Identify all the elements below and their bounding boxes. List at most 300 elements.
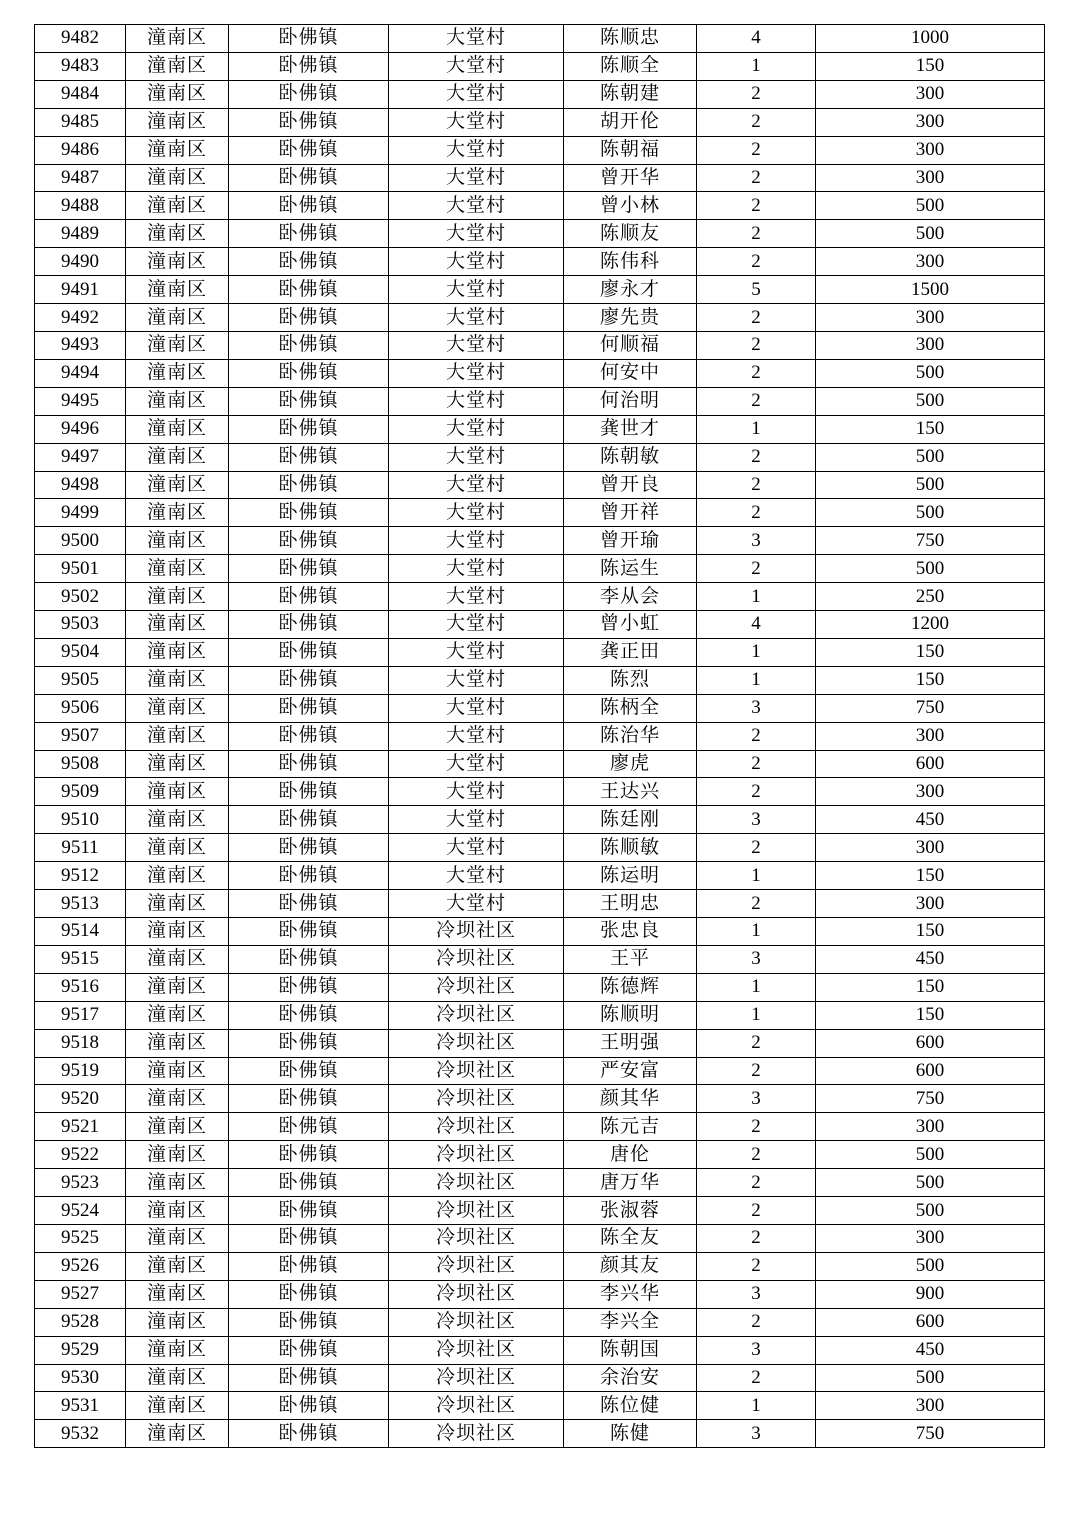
name-cell: 陈元吉 xyxy=(564,1113,697,1141)
row-number-cell: 9511 xyxy=(35,834,126,862)
town-cell: 卧佛镇 xyxy=(229,862,389,890)
district-cell: 潼南区 xyxy=(126,1029,229,1057)
district-cell: 潼南区 xyxy=(126,1364,229,1392)
amount-cell: 600 xyxy=(816,1308,1045,1336)
town-cell: 卧佛镇 xyxy=(229,1197,389,1225)
district-cell: 潼南区 xyxy=(126,136,229,164)
district-cell: 潼南区 xyxy=(126,25,229,53)
village-cell: 大堂村 xyxy=(389,164,564,192)
row-number-cell: 9483 xyxy=(35,52,126,80)
village-cell: 大堂村 xyxy=(389,52,564,80)
row-number-cell: 9490 xyxy=(35,248,126,276)
district-cell: 潼南区 xyxy=(126,1336,229,1364)
district-cell: 潼南区 xyxy=(126,694,229,722)
name-cell: 陈治华 xyxy=(564,722,697,750)
count-cell: 2 xyxy=(697,1364,816,1392)
row-number-cell: 9516 xyxy=(35,973,126,1001)
name-cell: 陈顺敏 xyxy=(564,834,697,862)
count-cell: 3 xyxy=(697,1336,816,1364)
table-row xyxy=(35,499,1045,527)
name-cell: 曾开瑜 xyxy=(564,527,697,555)
name-cell: 曾小林 xyxy=(564,192,697,220)
count-cell: 2 xyxy=(697,1308,816,1336)
row-number-cell: 9489 xyxy=(35,220,126,248)
row-number-cell: 9495 xyxy=(35,387,126,415)
amount-cell: 300 xyxy=(816,890,1045,918)
table-row xyxy=(35,722,1045,750)
town-cell: 卧佛镇 xyxy=(229,359,389,387)
amount-cell: 300 xyxy=(816,1224,1045,1252)
count-cell: 2 xyxy=(697,220,816,248)
town-cell: 卧佛镇 xyxy=(229,555,389,583)
count-cell: 3 xyxy=(697,527,816,555)
town-cell: 卧佛镇 xyxy=(229,471,389,499)
village-cell: 大堂村 xyxy=(389,722,564,750)
name-cell: 陈柄全 xyxy=(564,694,697,722)
count-cell: 2 xyxy=(697,387,816,415)
count-cell: 2 xyxy=(697,192,816,220)
town-cell: 卧佛镇 xyxy=(229,80,389,108)
town-cell: 卧佛镇 xyxy=(229,945,389,973)
table-row xyxy=(35,304,1045,332)
row-number-cell: 9505 xyxy=(35,666,126,694)
table-row xyxy=(35,1420,1045,1448)
count-cell: 2 xyxy=(697,1197,816,1225)
count-cell: 1 xyxy=(697,415,816,443)
count-cell: 1 xyxy=(697,1392,816,1420)
village-cell: 大堂村 xyxy=(389,778,564,806)
town-cell: 卧佛镇 xyxy=(229,611,389,639)
district-cell: 潼南区 xyxy=(126,52,229,80)
count-cell: 2 xyxy=(697,164,816,192)
amount-cell: 150 xyxy=(816,52,1045,80)
village-cell: 冷坝社区 xyxy=(389,1001,564,1029)
name-cell: 张忠良 xyxy=(564,918,697,946)
table-row xyxy=(35,806,1045,834)
town-cell: 卧佛镇 xyxy=(229,220,389,248)
village-cell: 冷坝社区 xyxy=(389,1113,564,1141)
table-row xyxy=(35,1252,1045,1280)
table-row xyxy=(35,1169,1045,1197)
amount-cell: 750 xyxy=(816,527,1045,555)
village-cell: 冷坝社区 xyxy=(389,1420,564,1448)
row-number-cell: 9523 xyxy=(35,1169,126,1197)
district-cell: 潼南区 xyxy=(126,443,229,471)
name-cell: 王达兴 xyxy=(564,778,697,806)
village-cell: 大堂村 xyxy=(389,806,564,834)
amount-cell: 1000 xyxy=(816,25,1045,53)
name-cell: 陈健 xyxy=(564,1420,697,1448)
district-cell: 潼南区 xyxy=(126,331,229,359)
row-number-cell: 9488 xyxy=(35,192,126,220)
table-row xyxy=(35,1001,1045,1029)
table-row xyxy=(35,1280,1045,1308)
name-cell: 陈伟科 xyxy=(564,248,697,276)
district-cell: 潼南区 xyxy=(126,359,229,387)
amount-cell: 500 xyxy=(816,499,1045,527)
row-number-cell: 9497 xyxy=(35,443,126,471)
village-cell: 冷坝社区 xyxy=(389,1364,564,1392)
name-cell: 陈运生 xyxy=(564,555,697,583)
name-cell: 曾开华 xyxy=(564,164,697,192)
name-cell: 王明忠 xyxy=(564,890,697,918)
count-cell: 3 xyxy=(697,694,816,722)
town-cell: 卧佛镇 xyxy=(229,25,389,53)
name-cell: 廖永才 xyxy=(564,276,697,304)
name-cell: 王明强 xyxy=(564,1029,697,1057)
village-cell: 大堂村 xyxy=(389,359,564,387)
count-cell: 2 xyxy=(697,834,816,862)
village-cell: 大堂村 xyxy=(389,25,564,53)
table-row xyxy=(35,694,1045,722)
table-row xyxy=(35,387,1045,415)
table-row xyxy=(35,108,1045,136)
village-cell: 大堂村 xyxy=(389,694,564,722)
village-cell: 大堂村 xyxy=(389,862,564,890)
village-cell: 冷坝社区 xyxy=(389,918,564,946)
row-number-cell: 9522 xyxy=(35,1141,126,1169)
village-cell: 大堂村 xyxy=(389,276,564,304)
row-number-cell: 9493 xyxy=(35,331,126,359)
row-number-cell: 9499 xyxy=(35,499,126,527)
amount-cell: 300 xyxy=(816,331,1045,359)
amount-cell: 300 xyxy=(816,80,1045,108)
name-cell: 曾开祥 xyxy=(564,499,697,527)
count-cell: 2 xyxy=(697,1057,816,1085)
district-cell: 潼南区 xyxy=(126,638,229,666)
town-cell: 卧佛镇 xyxy=(229,331,389,359)
town-cell: 卧佛镇 xyxy=(229,1169,389,1197)
district-cell: 潼南区 xyxy=(126,276,229,304)
amount-cell: 500 xyxy=(816,220,1045,248)
name-cell: 唐万华 xyxy=(564,1169,697,1197)
amount-cell: 750 xyxy=(816,1420,1045,1448)
table-row xyxy=(35,1113,1045,1141)
village-cell: 大堂村 xyxy=(389,499,564,527)
district-cell: 潼南区 xyxy=(126,415,229,443)
amount-cell: 150 xyxy=(816,973,1045,1001)
table-row xyxy=(35,1085,1045,1113)
district-cell: 潼南区 xyxy=(126,1392,229,1420)
count-cell: 2 xyxy=(697,331,816,359)
name-cell: 陈位健 xyxy=(564,1392,697,1420)
town-cell: 卧佛镇 xyxy=(229,52,389,80)
district-cell: 潼南区 xyxy=(126,750,229,778)
district-cell: 潼南区 xyxy=(126,80,229,108)
village-cell: 大堂村 xyxy=(389,555,564,583)
town-cell: 卧佛镇 xyxy=(229,694,389,722)
amount-cell: 300 xyxy=(816,304,1045,332)
amount-cell: 150 xyxy=(816,638,1045,666)
name-cell: 何安中 xyxy=(564,359,697,387)
amount-cell: 150 xyxy=(816,666,1045,694)
town-cell: 卧佛镇 xyxy=(229,583,389,611)
village-cell: 大堂村 xyxy=(389,471,564,499)
district-cell: 潼南区 xyxy=(126,192,229,220)
name-cell: 何治明 xyxy=(564,387,697,415)
table-row xyxy=(35,583,1045,611)
amount-cell: 300 xyxy=(816,248,1045,276)
count-cell: 2 xyxy=(697,1113,816,1141)
town-cell: 卧佛镇 xyxy=(229,136,389,164)
row-number-cell: 9509 xyxy=(35,778,126,806)
table-row xyxy=(35,834,1045,862)
table-row xyxy=(35,164,1045,192)
count-cell: 5 xyxy=(697,276,816,304)
count-cell: 1 xyxy=(697,1001,816,1029)
row-number-cell: 9515 xyxy=(35,945,126,973)
name-cell: 陈朝建 xyxy=(564,80,697,108)
row-number-cell: 9508 xyxy=(35,750,126,778)
name-cell: 颜其友 xyxy=(564,1252,697,1280)
name-cell: 陈廷刚 xyxy=(564,806,697,834)
amount-cell: 500 xyxy=(816,1364,1045,1392)
row-number-cell: 9532 xyxy=(35,1420,126,1448)
town-cell: 卧佛镇 xyxy=(229,415,389,443)
village-cell: 冷坝社区 xyxy=(389,1308,564,1336)
row-number-cell: 9518 xyxy=(35,1029,126,1057)
count-cell: 2 xyxy=(697,1169,816,1197)
row-number-cell: 9482 xyxy=(35,25,126,53)
amount-cell: 500 xyxy=(816,1252,1045,1280)
name-cell: 曾小虹 xyxy=(564,611,697,639)
amount-cell: 300 xyxy=(816,1113,1045,1141)
village-cell: 大堂村 xyxy=(389,638,564,666)
count-cell: 2 xyxy=(697,248,816,276)
town-cell: 卧佛镇 xyxy=(229,1085,389,1113)
name-cell: 陈运明 xyxy=(564,862,697,890)
count-cell: 2 xyxy=(697,108,816,136)
table-row xyxy=(35,1057,1045,1085)
name-cell: 唐伦 xyxy=(564,1141,697,1169)
village-cell: 大堂村 xyxy=(389,248,564,276)
name-cell: 李兴华 xyxy=(564,1280,697,1308)
row-number-cell: 9486 xyxy=(35,136,126,164)
count-cell: 2 xyxy=(697,80,816,108)
village-cell: 冷坝社区 xyxy=(389,973,564,1001)
table-row xyxy=(35,331,1045,359)
table-row xyxy=(35,973,1045,1001)
row-number-cell: 9484 xyxy=(35,80,126,108)
town-cell: 卧佛镇 xyxy=(229,527,389,555)
town-cell: 卧佛镇 xyxy=(229,1057,389,1085)
name-cell: 胡开伦 xyxy=(564,108,697,136)
village-cell: 大堂村 xyxy=(389,80,564,108)
table-row xyxy=(35,1336,1045,1364)
table-row xyxy=(35,80,1045,108)
village-cell: 大堂村 xyxy=(389,136,564,164)
town-cell: 卧佛镇 xyxy=(229,248,389,276)
village-cell: 冷坝社区 xyxy=(389,1057,564,1085)
district-cell: 潼南区 xyxy=(126,611,229,639)
table-row xyxy=(35,276,1045,304)
district-cell: 潼南区 xyxy=(126,1224,229,1252)
village-cell: 大堂村 xyxy=(389,108,564,136)
village-cell: 冷坝社区 xyxy=(389,1141,564,1169)
count-cell: 2 xyxy=(697,1029,816,1057)
amount-cell: 450 xyxy=(816,806,1045,834)
district-cell: 潼南区 xyxy=(126,1252,229,1280)
name-cell: 陈烈 xyxy=(564,666,697,694)
table-row xyxy=(35,415,1045,443)
amount-cell: 750 xyxy=(816,694,1045,722)
count-cell: 1 xyxy=(697,862,816,890)
town-cell: 卧佛镇 xyxy=(229,778,389,806)
town-cell: 卧佛镇 xyxy=(229,1420,389,1448)
count-cell: 3 xyxy=(697,1085,816,1113)
row-number-cell: 9520 xyxy=(35,1085,126,1113)
town-cell: 卧佛镇 xyxy=(229,1141,389,1169)
amount-cell: 500 xyxy=(816,387,1045,415)
count-cell: 1 xyxy=(697,638,816,666)
count-cell: 2 xyxy=(697,1252,816,1280)
name-cell: 王平 xyxy=(564,945,697,973)
village-cell: 冷坝社区 xyxy=(389,1280,564,1308)
count-cell: 2 xyxy=(697,443,816,471)
count-cell: 1 xyxy=(697,52,816,80)
amount-cell: 250 xyxy=(816,583,1045,611)
name-cell: 陈顺全 xyxy=(564,52,697,80)
name-cell: 李兴全 xyxy=(564,1308,697,1336)
table-row xyxy=(35,25,1045,53)
town-cell: 卧佛镇 xyxy=(229,666,389,694)
district-cell: 潼南区 xyxy=(126,945,229,973)
town-cell: 卧佛镇 xyxy=(229,1001,389,1029)
row-number-cell: 9491 xyxy=(35,276,126,304)
town-cell: 卧佛镇 xyxy=(229,1364,389,1392)
district-cell: 潼南区 xyxy=(126,583,229,611)
district-cell: 潼南区 xyxy=(126,499,229,527)
count-cell: 2 xyxy=(697,471,816,499)
row-number-cell: 9521 xyxy=(35,1113,126,1141)
count-cell: 2 xyxy=(697,1224,816,1252)
village-cell: 冷坝社区 xyxy=(389,1169,564,1197)
district-cell: 潼南区 xyxy=(126,666,229,694)
row-number-cell: 9530 xyxy=(35,1364,126,1392)
town-cell: 卧佛镇 xyxy=(229,1308,389,1336)
amount-cell: 600 xyxy=(816,1029,1045,1057)
count-cell: 3 xyxy=(697,945,816,973)
town-cell: 卧佛镇 xyxy=(229,1224,389,1252)
table-row xyxy=(35,1141,1045,1169)
district-cell: 潼南区 xyxy=(126,555,229,583)
amount-cell: 300 xyxy=(816,834,1045,862)
town-cell: 卧佛镇 xyxy=(229,164,389,192)
town-cell: 卧佛镇 xyxy=(229,1113,389,1141)
district-cell: 潼南区 xyxy=(126,862,229,890)
count-cell: 2 xyxy=(697,555,816,583)
name-cell: 陈朝国 xyxy=(564,1336,697,1364)
town-cell: 卧佛镇 xyxy=(229,499,389,527)
count-cell: 2 xyxy=(697,890,816,918)
town-cell: 卧佛镇 xyxy=(229,750,389,778)
row-number-cell: 9504 xyxy=(35,638,126,666)
name-cell: 龚正田 xyxy=(564,638,697,666)
count-cell: 3 xyxy=(697,806,816,834)
town-cell: 卧佛镇 xyxy=(229,1336,389,1364)
count-cell: 2 xyxy=(697,359,816,387)
table-row xyxy=(35,750,1045,778)
amount-cell: 150 xyxy=(816,415,1045,443)
count-cell: 2 xyxy=(697,136,816,164)
count-cell: 2 xyxy=(697,750,816,778)
village-cell: 大堂村 xyxy=(389,527,564,555)
amount-cell: 450 xyxy=(816,1336,1045,1364)
amount-cell: 150 xyxy=(816,862,1045,890)
row-number-cell: 9524 xyxy=(35,1197,126,1225)
row-number-cell: 9513 xyxy=(35,890,126,918)
village-cell: 大堂村 xyxy=(389,387,564,415)
town-cell: 卧佛镇 xyxy=(229,890,389,918)
district-cell: 潼南区 xyxy=(126,304,229,332)
name-cell: 陈朝福 xyxy=(564,136,697,164)
table-row xyxy=(35,1308,1045,1336)
row-number-cell: 9494 xyxy=(35,359,126,387)
count-cell: 3 xyxy=(697,1420,816,1448)
table-row xyxy=(35,527,1045,555)
table-row xyxy=(35,220,1045,248)
district-cell: 潼南区 xyxy=(126,471,229,499)
district-cell: 潼南区 xyxy=(126,1141,229,1169)
village-cell: 冷坝社区 xyxy=(389,1197,564,1225)
row-number-cell: 9487 xyxy=(35,164,126,192)
row-number-cell: 9528 xyxy=(35,1308,126,1336)
count-cell: 3 xyxy=(697,1280,816,1308)
village-cell: 冷坝社区 xyxy=(389,1029,564,1057)
table-row xyxy=(35,945,1045,973)
village-cell: 大堂村 xyxy=(389,666,564,694)
district-cell: 潼南区 xyxy=(126,1420,229,1448)
village-cell: 大堂村 xyxy=(389,750,564,778)
village-cell: 大堂村 xyxy=(389,192,564,220)
count-cell: 2 xyxy=(697,499,816,527)
village-cell: 冷坝社区 xyxy=(389,1336,564,1364)
district-cell: 潼南区 xyxy=(126,806,229,834)
amount-cell: 500 xyxy=(816,1141,1045,1169)
table-row xyxy=(35,443,1045,471)
amount-cell: 500 xyxy=(816,1169,1045,1197)
count-cell: 4 xyxy=(697,25,816,53)
row-number-cell: 9501 xyxy=(35,555,126,583)
amount-cell: 300 xyxy=(816,136,1045,164)
town-cell: 卧佛镇 xyxy=(229,108,389,136)
amount-cell: 300 xyxy=(816,778,1045,806)
table-row xyxy=(35,248,1045,276)
row-number-cell: 9519 xyxy=(35,1057,126,1085)
table-row xyxy=(35,611,1045,639)
count-cell: 2 xyxy=(697,304,816,332)
town-cell: 卧佛镇 xyxy=(229,834,389,862)
amount-cell: 300 xyxy=(816,164,1045,192)
amount-cell: 500 xyxy=(816,192,1045,220)
count-cell: 2 xyxy=(697,778,816,806)
row-number-cell: 9514 xyxy=(35,918,126,946)
row-number-cell: 9500 xyxy=(35,527,126,555)
name-cell: 何顺福 xyxy=(564,331,697,359)
name-cell: 陈顺明 xyxy=(564,1001,697,1029)
count-cell: 4 xyxy=(697,611,816,639)
district-cell: 潼南区 xyxy=(126,1197,229,1225)
town-cell: 卧佛镇 xyxy=(229,918,389,946)
row-number-cell: 9485 xyxy=(35,108,126,136)
amount-cell: 600 xyxy=(816,1057,1045,1085)
amount-cell: 500 xyxy=(816,471,1045,499)
row-number-cell: 9527 xyxy=(35,1280,126,1308)
district-cell: 潼南区 xyxy=(126,1057,229,1085)
row-number-cell: 9531 xyxy=(35,1392,126,1420)
name-cell: 张淑蓉 xyxy=(564,1197,697,1225)
village-cell: 大堂村 xyxy=(389,331,564,359)
